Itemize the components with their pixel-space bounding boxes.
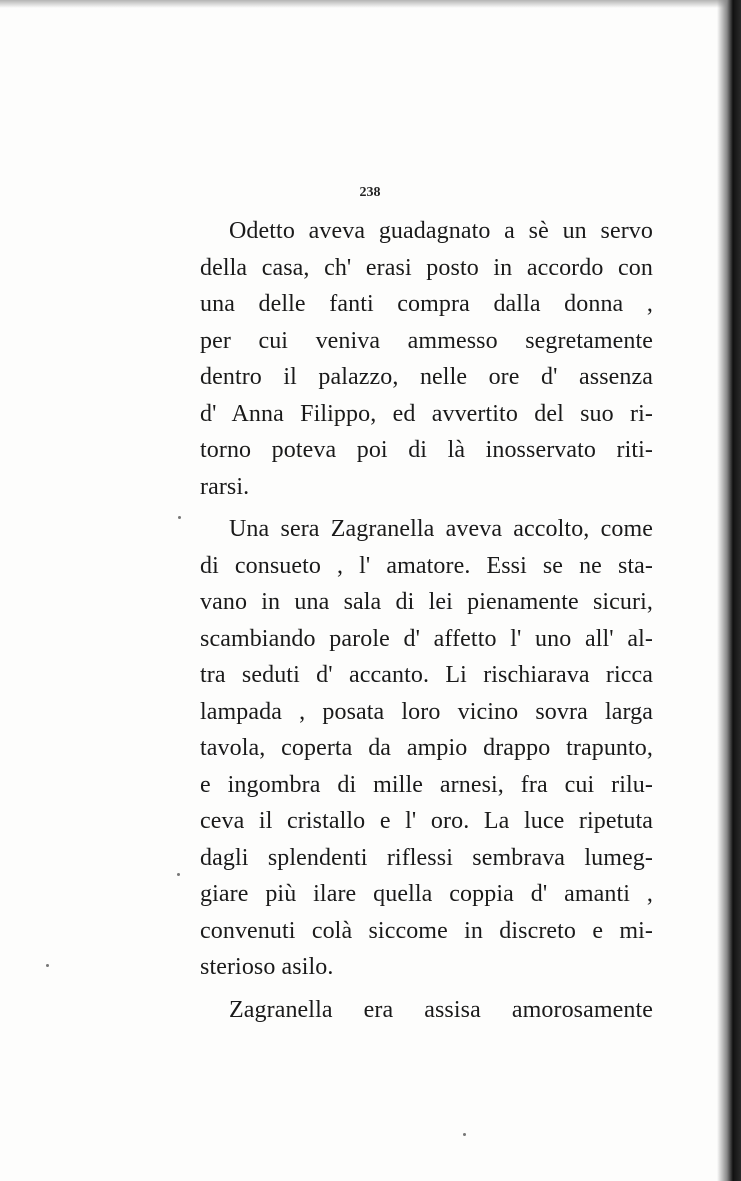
text-line: sterioso asilo. [200, 954, 334, 980]
text-line: dentro il palazzo, nelle ore d' assenza [200, 364, 653, 390]
text-line: lampada , posata loro vicino sovra larga [200, 698, 653, 725]
text-line: scambiando parole d' affetto l' uno all' al- [200, 625, 653, 652]
text-line: vano in una sala di lei pienamente sicuri, [200, 589, 653, 615]
text-line: tra seduti d' accanto. Li rischiarava ricca [200, 662, 653, 688]
page-binding-edge [717, 0, 741, 1181]
text-line: convenuti colà siccome in discreto e mi- [200, 917, 653, 944]
text-line: Odetto aveva guadagnato a sè un servo [229, 218, 653, 244]
paper-speck [463, 1133, 466, 1136]
text-line: una delle fanti compra dalla donna , [200, 291, 653, 317]
text-line: Una sera Zagranella aveva accolto, come [229, 516, 653, 542]
paper-speck [46, 964, 49, 967]
text-line: e ingombra di mille arnesi, fra cui rilu- [200, 771, 653, 798]
text-line: d' Anna Filippo, ed avvertito del suo ri- [200, 400, 653, 427]
text-line: torno poteva poi di là inosservato riti- [200, 437, 653, 463]
text-line: rarsi. [200, 473, 250, 500]
paper-speck [177, 873, 180, 876]
text-line: tavola, coperta da ampio drappo trapunto, [200, 735, 653, 761]
body-text [200, 213, 653, 1028]
text-line: della casa, ch' erasi posto in accordo con [200, 254, 653, 281]
text-line: Zagranella era assisa amorosamente [229, 996, 653, 1023]
paragraph-2 [200, 511, 653, 986]
paragraph-1 [200, 213, 653, 505]
text-line: di consueto , l' amatore. Essi se ne sta- [200, 552, 653, 579]
page-number: 238 [359, 185, 381, 200]
text-line: dagli splendenti riflessi sembrava lumeg- [200, 844, 653, 871]
text-line: ceva il cristallo e l' oro. La luce ripetuta [200, 808, 653, 834]
page-top-edge [0, 0, 741, 8]
text-line: per cui veniva ammesso segretamente [200, 327, 653, 354]
paragraph-3 [200, 992, 653, 1029]
paper-speck [178, 516, 181, 519]
text-line: giare più ilare quella coppia d' amanti , [200, 881, 653, 907]
